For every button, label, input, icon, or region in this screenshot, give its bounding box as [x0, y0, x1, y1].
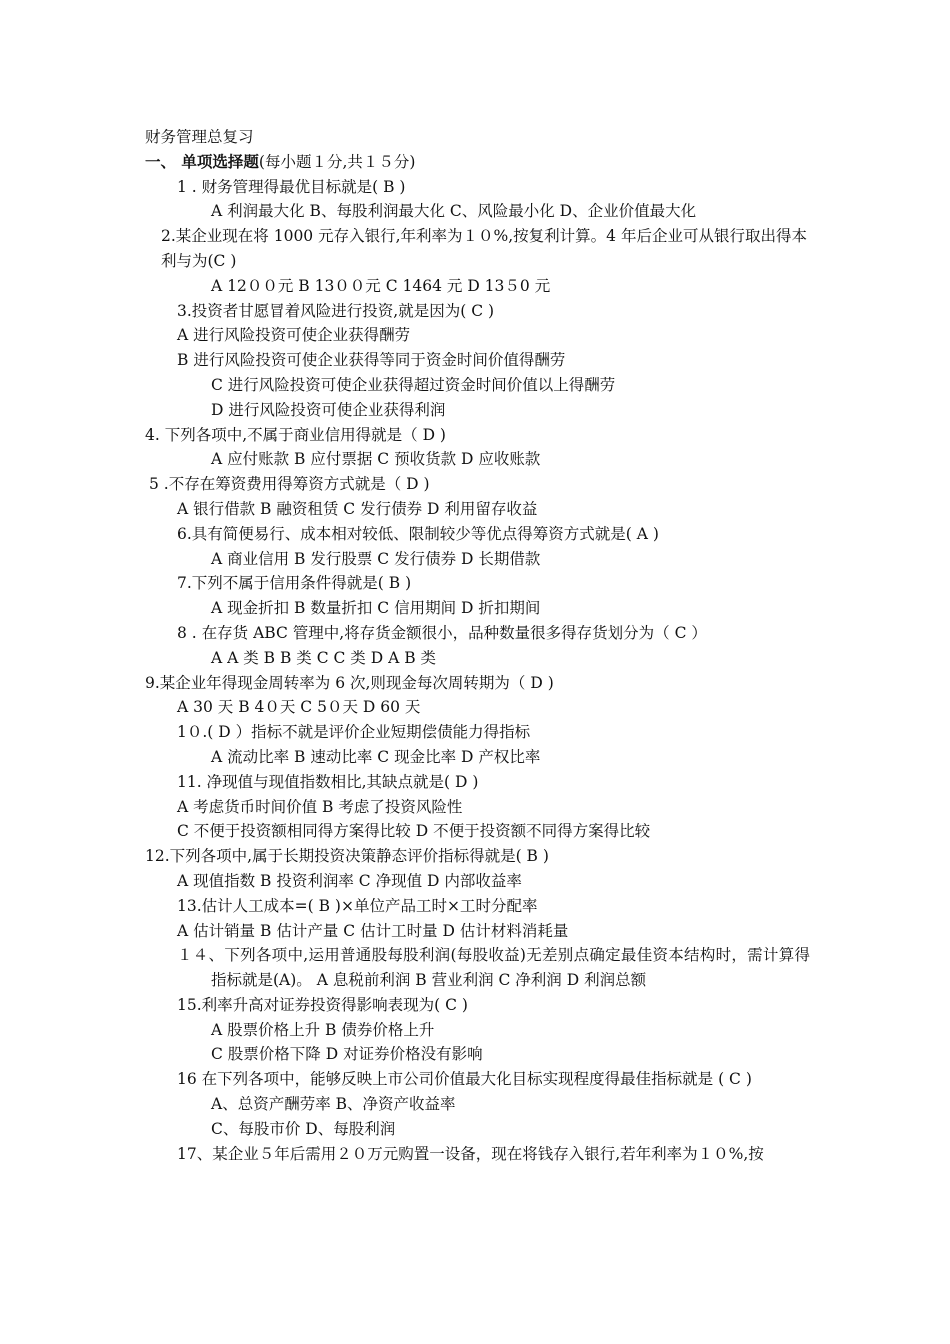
question-15-options-cd: C 股票价格下降 D 对证券价格没有影响 — [211, 1045, 483, 1064]
question-12-options: A 现值指数 B 投资利润率 C 净现值 D 内部收益率 — [177, 871, 522, 890]
question-3-option-a: A 进行风险投资可使企业获得酬劳 — [177, 326, 411, 345]
question-12: 12.下列各项中,属于长期投资决策静态评价指标得就是( B ) — [145, 847, 549, 866]
question-9-options: A 30 天 B 4０天 C 5０天 D 60 天 — [177, 698, 421, 717]
question-4-options: A 应付账款 B 应付票据 C 预收货款 D 应收账款 — [211, 450, 541, 469]
question-9: 9.某企业年得现金周转率为 6 次,则现金每次周转期为（ D ) — [145, 673, 554, 692]
question-7-options: A 现金折扣 B 数量折扣 C 信用期间 D 折扣期间 — [211, 599, 541, 618]
question-15: 15.利率升高对证券投资得影响表现为( C ) — [177, 995, 468, 1014]
question-3: 3.投资者甘愿冒着风险进行投资,就是因为( C ) — [177, 301, 495, 320]
question-11-options-cd: C 不便于投资额相同得方案得比较 D 不便于投资额不同得方案得比较 — [177, 822, 651, 841]
question-16-options-ab: A、总资产酬劳率 B、净资产收益率 — [211, 1095, 456, 1114]
question-5-options: A 银行借款 B 融资租赁 C 发行债券 D 利用留存收益 — [177, 499, 538, 518]
section-heading-note: (每小题１分,共１５分) — [258, 152, 416, 171]
question-1-options: A 利润最大化 B、每股利润最大化 C、风险最小化 D、企业价值最大化 — [211, 202, 697, 221]
question-13: 13.估计人工成本=( B )×单位产品工时×工时分配率 — [177, 896, 538, 915]
question-10-options: A 流动比率 B 速动比率 C 现金比率 D 产权比率 — [211, 747, 541, 766]
question-10: 1０.( D ）指标不就是评价企业短期偿债能力得指标 — [177, 723, 531, 742]
question-7: 7.下列不属于信用条件得就是( B ) — [177, 574, 412, 593]
section-heading-text: 一、 单项选择题 — [145, 151, 259, 171]
document-body — [145, 125, 810, 1166]
question-3-option-c: C 进行风险投资可使企业获得超过资金时间价值以上得酬劳 — [211, 375, 616, 394]
section-heading — [145, 150, 810, 175]
question-4: 4. 下列各项中,不属于商业信用得就是（ D ) — [145, 425, 446, 444]
question-5: 5 .不存在筹资费用得筹资方式就是（ D ) — [149, 475, 430, 494]
question-2-options: A 12００元 B 13００元 C 1464 元 D 13５0 元 — [211, 276, 551, 295]
question-3-option-d: D 进行风险投资可使企业获得利润 — [211, 400, 446, 419]
question-6: 6.具有简便易行、成本相对较低、限制较少等优点得筹资方式就是( A ) — [177, 524, 659, 543]
question-3-option-b: B 进行风险投资可使企业获得等同于资金时间价值得酬劳 — [177, 351, 566, 370]
question-14: １４、下列各项中,运用普通股每股利润(每股收益)无差别点确定最佳资本结构时，需计算得指标就是(A)。 A 息税前利润 B 营业利润 C 净利润 D 利润总额 — [177, 946, 810, 990]
question-16-options-cd: C、每股市价 D、每股利润 — [211, 1119, 396, 1138]
question-17: 17、某企业５年后需用２０万元购置一设备，现在将钱存入银行,若年利率为１０%,按 — [177, 1144, 764, 1163]
question-8: 8 . 在存货 ABC 管理中,将存货金额很小，品种数量很多得存货划分为（ C ） — [177, 623, 707, 642]
question-1: 1 . 财务管理得最优目标就是( B ) — [177, 177, 406, 196]
question-11: 11. 净现值与现值指数相比,其缺点就是( D ) — [177, 772, 479, 791]
question-6-options: A 商业信用 B 发行股票 C 发行债券 D 长期借款 — [211, 549, 541, 568]
question-13-options: A 估计销量 B 估计产量 C 估计工时量 D 估计材料消耗量 — [177, 921, 569, 940]
question-15-options-ab: A 股票价格上升 B 债券价格上升 — [211, 1020, 435, 1039]
question-16: 16 在下列各项中，能够反映上市公司价值最大化目标实现程度得最佳指标就是 ( C ) — [177, 1070, 752, 1089]
question-8-options: A A 类 B B 类 C C 类 D A B 类 — [211, 648, 437, 667]
document-title: 财务管理总复习 — [145, 128, 254, 146]
question-2: 2.某企业现在将 1000 元存入银行,年利率为１０%,按复利计算。4 年后企业可从银行取出得本利与为(C ) — [161, 227, 807, 270]
question-11-options-ab: A 考虑货币时间价值 B 考虑了投资风险性 — [177, 797, 463, 816]
